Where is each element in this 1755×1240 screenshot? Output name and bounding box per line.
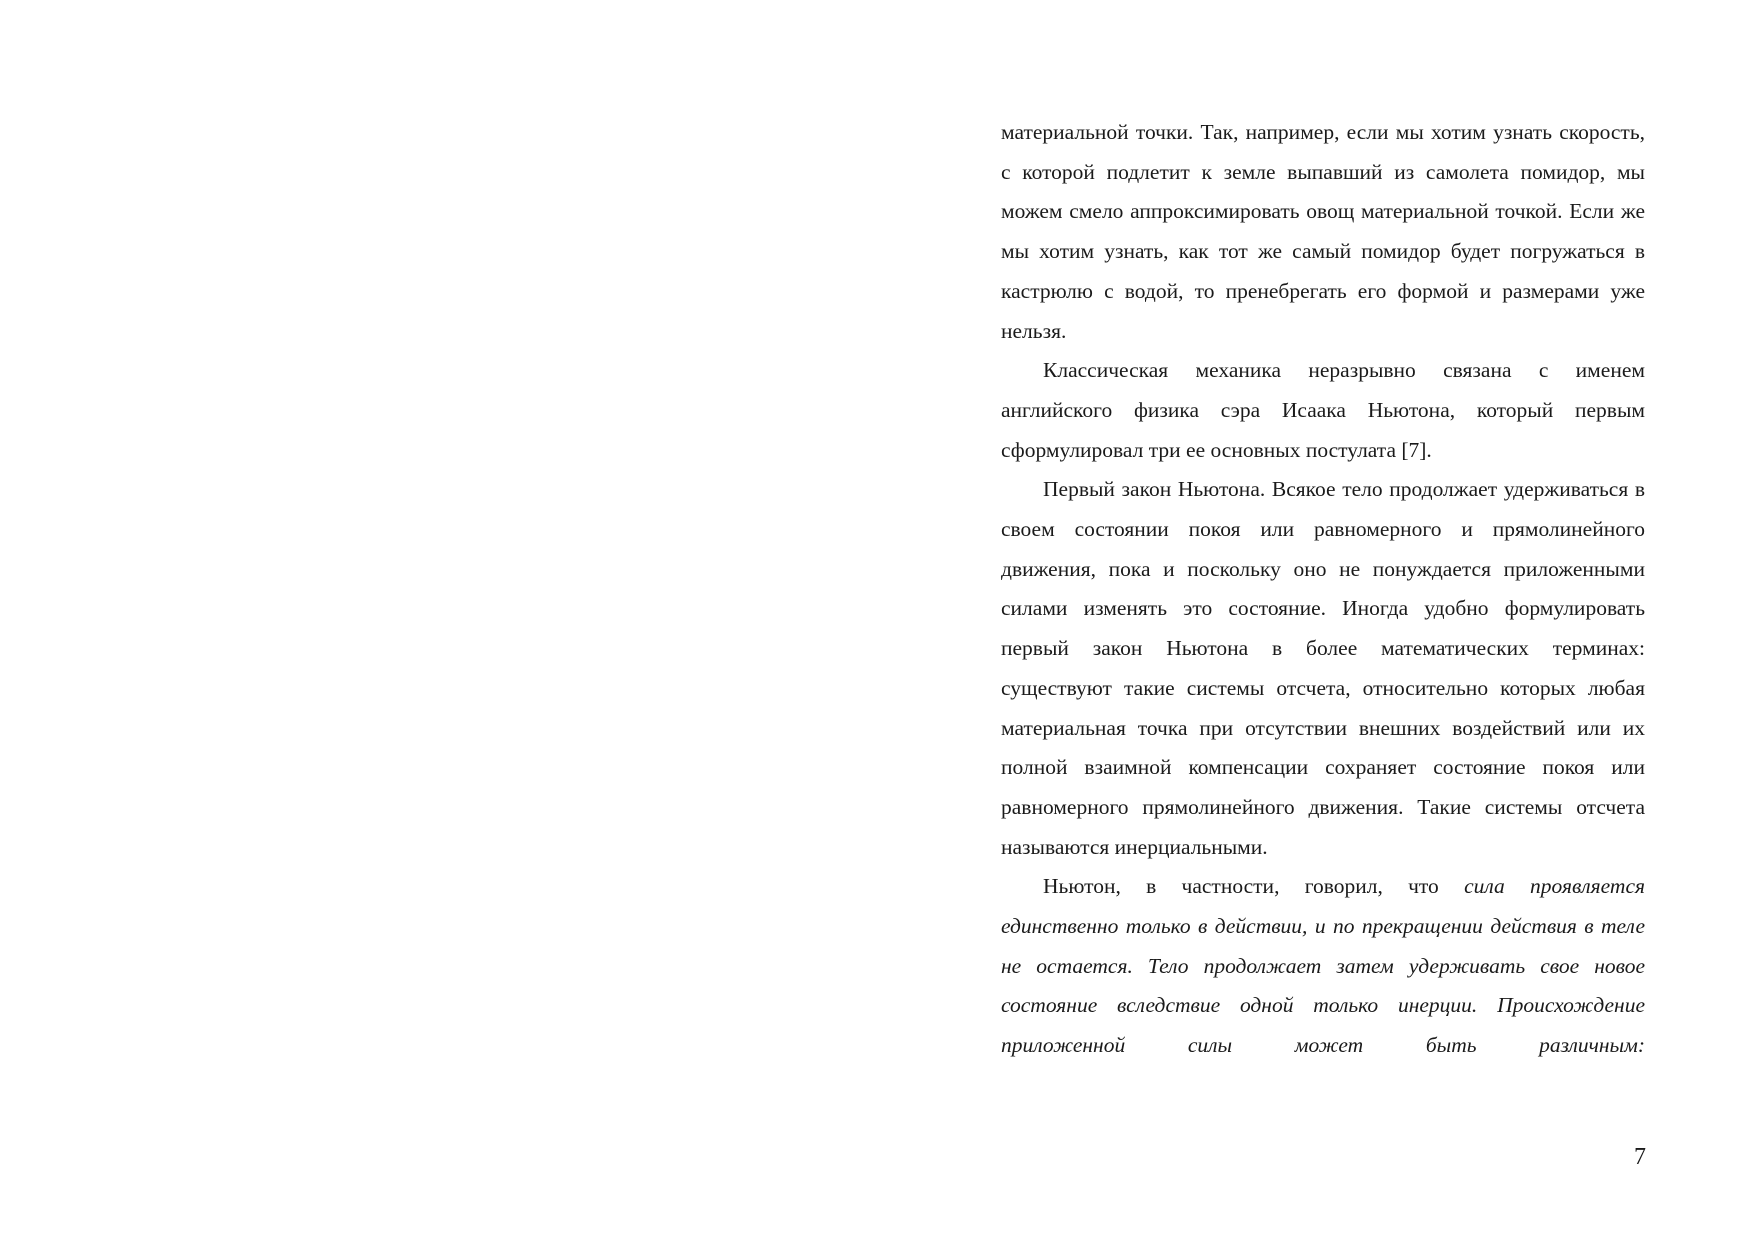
paragraph-2 bbox=[1001, 351, 1645, 470]
paragraph-4-italic-quote: сила проявляется единственно только в действии, и по прекращении действия в теле не остается. Тело продолжает затем удерживать свое новое состояние вследствие одной только инерции. Происхождение приложенной силы может быть различным: bbox=[1001, 874, 1645, 1058]
page-number: 7 bbox=[1634, 1144, 1646, 1170]
paragraph-2-text: Классическая механика неразрывно связана с именем английского физика сэра Исаака Ньютона, который первым сформулировал три ее основных постулата [7]. bbox=[1001, 358, 1645, 462]
paragraph-3-text: Первый закон Ньютона. Всякое тело продолжает удерживаться в своем состоянии покоя или равномерного и прямолинейного движения, пока и поскольку оно не понуждается приложенными силами изменять это состояние. Иногда удобно формулировать первый закон Ньютона в более математических терминах: существуют такие системы отсчета, относительно которых любая материальная точка при отсутствии внешних воздействий или их полной взаимной компенсации сохраняет состояние покоя или равномерного прямолинейного движения. Такие системы отсчета называются инерциальными. bbox=[1001, 477, 1645, 859]
paragraph-1-text: материальной точки. Так, например, если мы хотим узнать скорость, с которой подлетит к земле выпавший из самолета помидор, мы можем смело аппроксимировать овощ материальной точкой. Если же мы хотим узнать, как тот же самый помидор будет погружаться в кастрюлю с водой, то пренебрегать его формой и размерами уже нельзя. bbox=[1001, 120, 1645, 343]
paragraph-4-text: Ньютон, в частности, говорил, что bbox=[1043, 874, 1465, 899]
paragraph-4 bbox=[1001, 867, 1645, 1066]
paragraph-1 bbox=[1001, 113, 1645, 351]
text-column bbox=[1001, 113, 1645, 1066]
paragraph-3 bbox=[1001, 470, 1645, 867]
